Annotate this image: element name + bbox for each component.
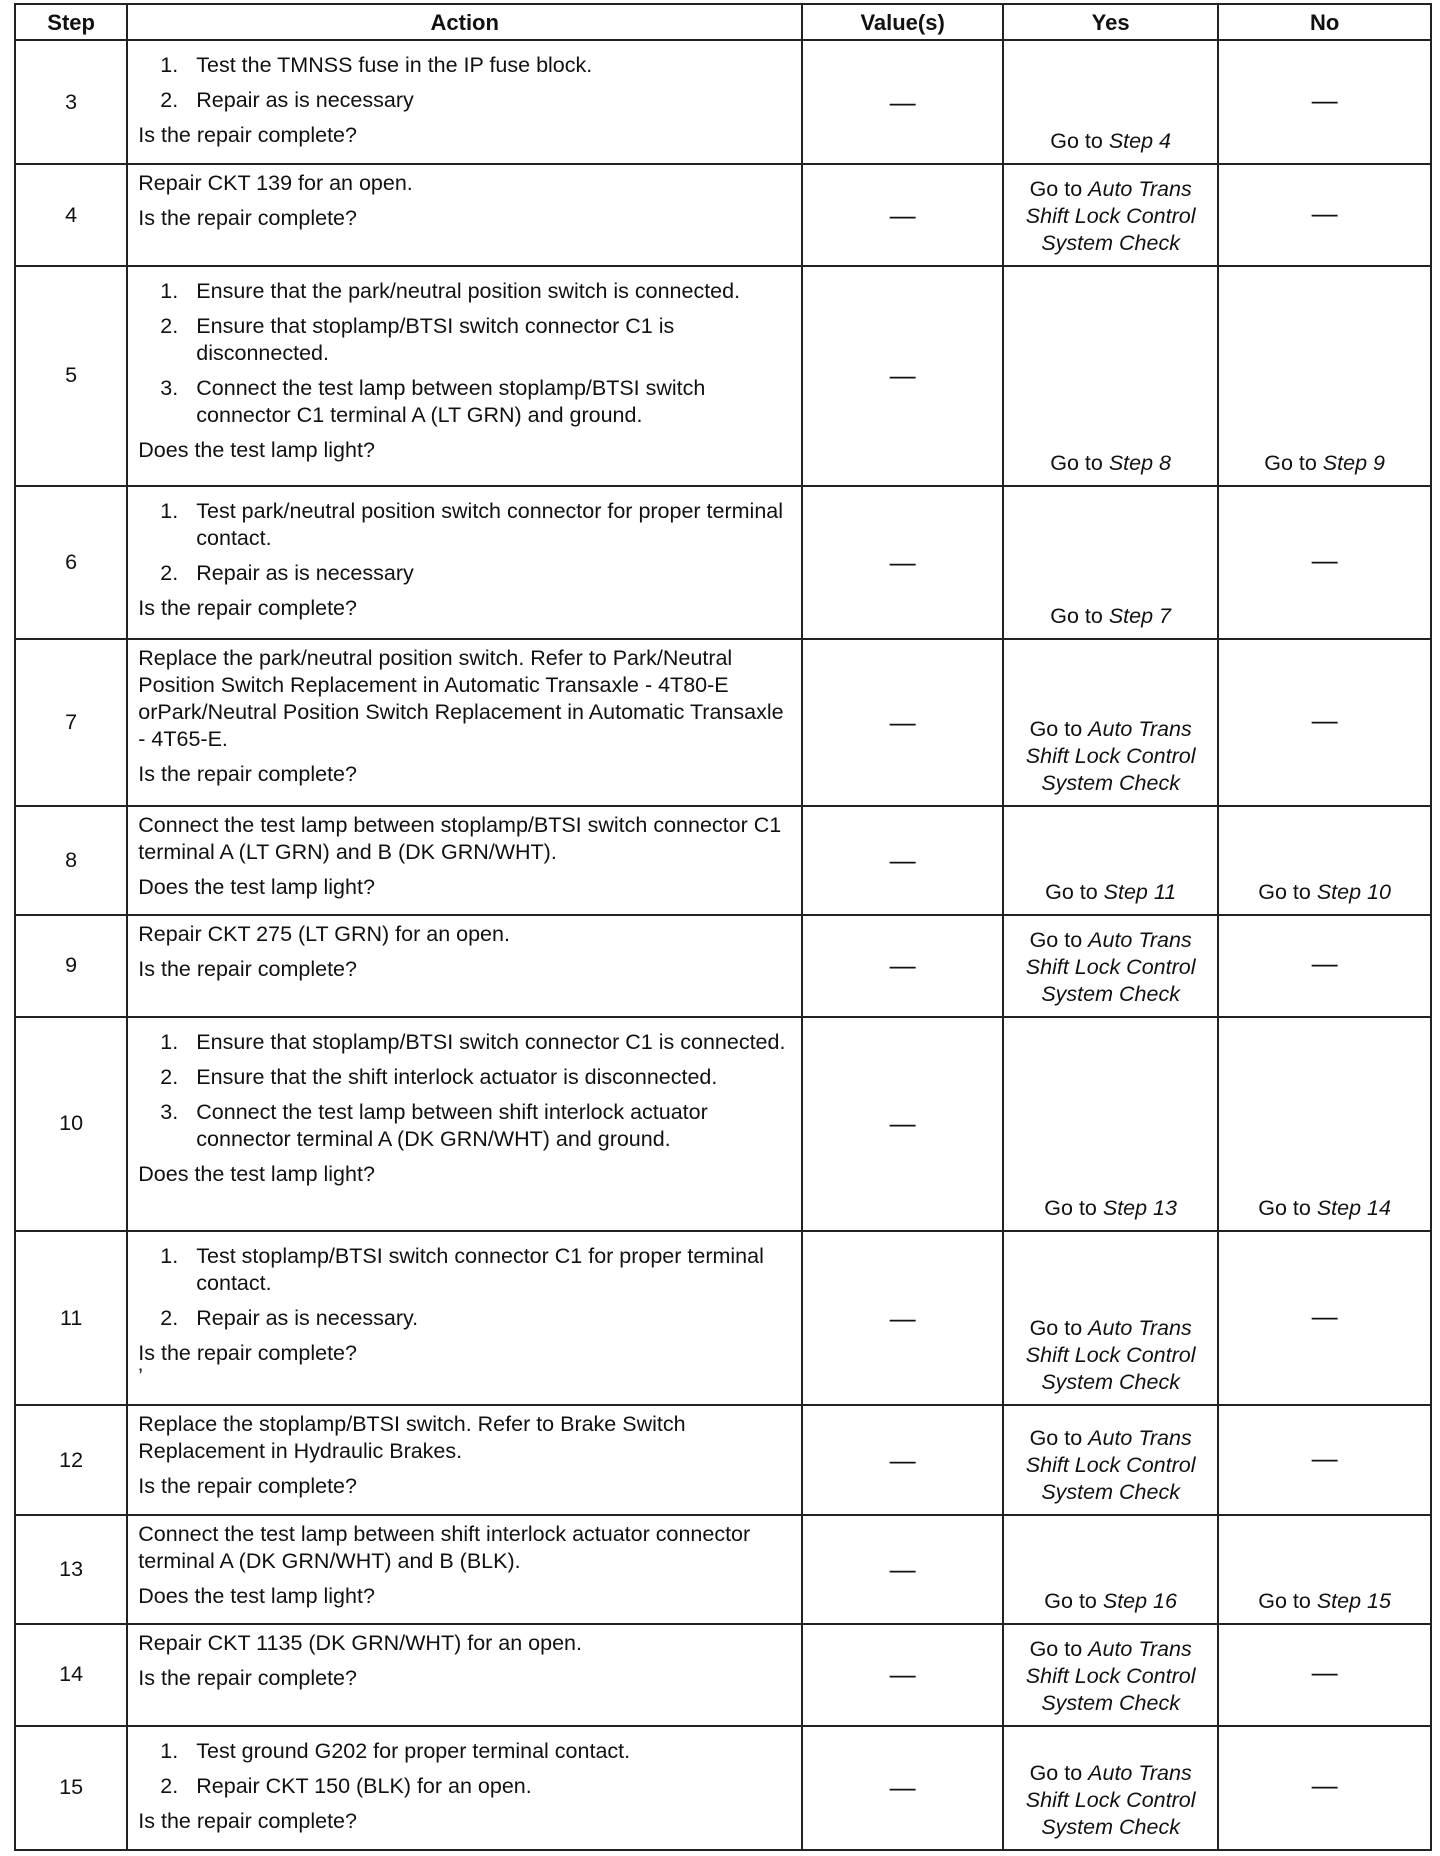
no-goto-prefix: Go to xyxy=(1258,879,1317,904)
yes-goto-target: Step 13 xyxy=(1102,1195,1177,1220)
yes-cell xyxy=(1003,40,1218,164)
action-question: Is the repair complete? xyxy=(138,595,357,620)
action-step-item xyxy=(138,1738,791,1765)
no-goto-prefix: Go to xyxy=(1258,1588,1317,1613)
yes-goto-prefix: Go to xyxy=(1029,176,1089,201)
step-number: 10 xyxy=(15,1017,127,1231)
no-cell: — xyxy=(1218,164,1431,266)
action-step-item xyxy=(138,278,791,305)
value-cell: — xyxy=(802,639,1003,806)
yes-goto-target: Auto Trans Shift Lock Control System Check xyxy=(1025,1316,1196,1395)
action-steps xyxy=(138,1738,791,1800)
yes-goto-target: Auto Trans Shift Lock Control System Check xyxy=(1025,927,1196,1006)
action-step-text: Connect the test lamp between stoplamp/BTSI switch connector C1 terminal A (LT GRN) and ground. xyxy=(196,375,706,427)
no-cell: — xyxy=(1218,1624,1431,1726)
action-cell xyxy=(127,1231,802,1406)
yes-cell xyxy=(1003,1624,1218,1726)
value-cell: — xyxy=(802,1231,1003,1406)
header-no: No xyxy=(1218,4,1431,40)
table-row xyxy=(15,915,1431,1017)
header-values: Value(s) xyxy=(802,4,1003,40)
table-row xyxy=(15,1624,1431,1726)
action-cell xyxy=(127,639,802,806)
action-text: Repair CKT 139 for an open. xyxy=(138,171,413,196)
action-step-item xyxy=(138,1773,791,1800)
action-step-item xyxy=(138,313,791,367)
action-text: Connect the test lamp between stoplamp/BTSI switch connector C1 terminal A (LT GRN) and B (DK GRN/WHT). xyxy=(138,812,782,864)
action-step-item xyxy=(138,1064,791,1091)
action-text: Connect the test lamp between shift interlock actuator connector terminal A (DK GRN/WHT) and B (BLK). xyxy=(138,1521,751,1573)
yes-goto-prefix: Go to xyxy=(1044,1195,1103,1220)
action-step-number: 1. xyxy=(160,498,179,523)
action-text: Repair CKT 275 (LT GRN) for an open. xyxy=(138,921,510,946)
action-step-number: 2. xyxy=(160,1305,179,1330)
action-question: Is the repair complete? xyxy=(138,1474,357,1499)
action-cell xyxy=(127,915,802,1017)
yes-goto-target: Auto Trans Shift Lock Control System Check xyxy=(1025,1425,1196,1504)
yes-goto-target: Step 8 xyxy=(1108,450,1172,475)
yes-goto-prefix: Go to xyxy=(1044,1588,1103,1613)
yes-goto-target: Step 7 xyxy=(1108,603,1172,628)
value-cell: — xyxy=(802,1515,1003,1624)
yes-goto-target: Auto Trans Shift Lock Control System Check xyxy=(1025,1636,1196,1715)
table-row xyxy=(15,1231,1431,1406)
yes-goto-prefix: Go to xyxy=(1050,603,1109,628)
action-steps xyxy=(138,1029,791,1153)
action-step-item xyxy=(138,1029,791,1056)
step-number: 14 xyxy=(15,1624,127,1726)
yes-goto-target: Auto Trans Shift Lock Control System Check xyxy=(1025,176,1196,255)
no-cell xyxy=(1218,1017,1431,1231)
table-row xyxy=(15,40,1431,164)
yes-goto-target: Step 16 xyxy=(1102,1588,1177,1613)
action-step-text: Test park/neutral position switch connector for proper terminal contact. xyxy=(196,498,784,550)
yes-goto-prefix: Go to xyxy=(1029,1636,1089,1661)
action-step-number: 2. xyxy=(160,88,179,112)
action-step-text: Test the TMNSS fuse in the IP fuse block. xyxy=(196,53,593,77)
value-cell: — xyxy=(802,806,1003,915)
action-question: Is the repair complete? xyxy=(138,123,357,147)
action-question: Does the test lamp light? xyxy=(138,437,375,462)
no-cell: — xyxy=(1218,1231,1431,1406)
yes-goto-target: Step 11 xyxy=(1103,879,1177,904)
action-step-text: Ensure that stoplamp/BTSI switch connector C1 is connected. xyxy=(196,1029,786,1054)
table-row xyxy=(15,266,1431,486)
step-number: 11 xyxy=(15,1231,127,1406)
action-question: Is the repair complete? xyxy=(138,956,357,981)
action-step-text: Test ground G202 for proper terminal contact. xyxy=(196,1738,631,1763)
action-cell xyxy=(127,164,802,266)
header-step: Step xyxy=(15,4,127,40)
action-step-item xyxy=(138,52,791,79)
yes-cell xyxy=(1003,806,1218,915)
no-cell xyxy=(1218,806,1431,915)
action-question: Does the test lamp light? xyxy=(138,874,375,899)
table-row xyxy=(15,1726,1431,1850)
action-steps xyxy=(138,1243,791,1332)
no-cell: — xyxy=(1218,915,1431,1017)
action-question: Is the repair complete? xyxy=(138,1340,357,1365)
action-step-item xyxy=(138,87,791,114)
action-step-number: 1. xyxy=(160,1243,179,1268)
yes-cell xyxy=(1003,915,1218,1017)
yes-goto-prefix: Go to xyxy=(1050,450,1109,475)
action-cell xyxy=(127,1515,802,1624)
action-step-text: Test stoplamp/BTSI switch connector C1 for proper terminal contact. xyxy=(196,1243,764,1295)
no-cell: — xyxy=(1218,639,1431,806)
action-step-item xyxy=(138,375,791,429)
yes-cell xyxy=(1003,164,1218,266)
step-number: 8 xyxy=(15,806,127,915)
action-question: Is the repair complete? xyxy=(138,206,357,231)
action-step-number: 1. xyxy=(160,278,179,303)
yes-goto-prefix: Go to xyxy=(1029,1316,1089,1341)
action-question: Is the repair complete? xyxy=(138,1665,357,1690)
header-action: Action xyxy=(127,4,802,40)
table-row xyxy=(15,164,1431,266)
yes-cell xyxy=(1003,486,1218,639)
action-step-number: 1. xyxy=(160,1738,179,1763)
action-step-item xyxy=(138,498,791,552)
no-goto-prefix: Go to xyxy=(1264,450,1323,475)
action-step-number: 1. xyxy=(160,53,179,77)
action-step-number: 3. xyxy=(160,375,179,400)
action-text: Replace the park/neutral position switch. Refer to Park/Neutral Position Switch Replacement in Automatic Transaxle - 4T80-E orPark/Neutral Position Switch Replacement in Automatic Transaxle - 4T65-E. xyxy=(138,645,784,751)
yes-cell xyxy=(1003,1726,1218,1850)
no-goto-prefix: Go to xyxy=(1258,1195,1317,1220)
table-row xyxy=(15,639,1431,806)
action-step-number: 3. xyxy=(160,1099,179,1124)
table-row xyxy=(15,1017,1431,1231)
value-cell: — xyxy=(802,1624,1003,1726)
action-cell xyxy=(127,40,802,164)
step-number: 15 xyxy=(15,1726,127,1850)
value-cell: — xyxy=(802,1726,1003,1850)
step-number: 12 xyxy=(15,1405,127,1514)
action-step-number: 1. xyxy=(160,1029,179,1054)
table-row xyxy=(15,486,1431,639)
action-question: Is the repair complete? xyxy=(138,761,357,786)
step-number: 9 xyxy=(15,915,127,1017)
action-question: Is the repair complete? xyxy=(138,1808,357,1833)
action-step-text: Ensure that stoplamp/BTSI switch connector C1 is disconnected. xyxy=(196,313,675,365)
value-cell: — xyxy=(802,915,1003,1017)
action-cell xyxy=(127,1017,802,1231)
no-cell: — xyxy=(1218,1726,1431,1850)
value-cell: — xyxy=(802,164,1003,266)
value-cell: — xyxy=(802,1017,1003,1231)
no-cell: — xyxy=(1218,40,1431,164)
value-cell: — xyxy=(802,266,1003,486)
step-number: 5 xyxy=(15,266,127,486)
yes-goto-target: Auto Trans Shift Lock Control System Check xyxy=(1025,716,1196,795)
action-step-item xyxy=(138,1099,791,1153)
yes-cell xyxy=(1003,266,1218,486)
yes-goto-prefix: Go to xyxy=(1050,129,1109,154)
no-cell xyxy=(1218,1515,1431,1624)
action-text: Replace the stoplamp/BTSI switch. Refer to Brake Switch Replacement in Hydraulic Brakes. xyxy=(138,1412,686,1464)
table-row xyxy=(15,1405,1431,1514)
no-goto-target: Step 15 xyxy=(1316,1588,1391,1613)
action-step-number: 2. xyxy=(160,313,179,338)
action-steps xyxy=(138,52,791,114)
action-step-text: Connect the test lamp between shift interlock actuator connector terminal A (DK GRN/WHT) and ground. xyxy=(196,1099,708,1151)
no-cell: — xyxy=(1218,1405,1431,1514)
action-cell xyxy=(127,806,802,915)
value-cell: — xyxy=(802,1405,1003,1514)
no-goto-target: Step 9 xyxy=(1322,450,1385,475)
action-steps xyxy=(138,498,791,587)
yes-goto-target: Step 4 xyxy=(1108,129,1172,154)
stray-mark: ʼ xyxy=(138,1364,144,1389)
action-step-item xyxy=(138,560,791,587)
yes-goto-prefix: Go to xyxy=(1029,1761,1089,1785)
header-row xyxy=(15,4,1431,40)
action-question: Does the test lamp light? xyxy=(138,1161,375,1186)
step-number: 4 xyxy=(15,164,127,266)
action-step-item xyxy=(138,1305,791,1332)
table-row xyxy=(15,806,1431,915)
step-number: 7 xyxy=(15,639,127,806)
diagnostic-table xyxy=(14,3,1432,1851)
header-yes: Yes xyxy=(1003,4,1218,40)
value-cell: — xyxy=(802,40,1003,164)
yes-goto-prefix: Go to xyxy=(1029,927,1089,952)
yes-goto-prefix: Go to xyxy=(1045,879,1104,904)
no-cell xyxy=(1218,266,1431,486)
yes-goto-target: Auto Trans Shift Lock Control System Check xyxy=(1025,1761,1196,1839)
action-cell xyxy=(127,1726,802,1850)
yes-goto-prefix: Go to xyxy=(1029,1425,1089,1450)
step-number: 6 xyxy=(15,486,127,639)
yes-cell xyxy=(1003,1017,1218,1231)
action-text: Repair CKT 1135 (DK GRN/WHT) for an open. xyxy=(138,1630,582,1655)
action-cell xyxy=(127,266,802,486)
yes-cell xyxy=(1003,1515,1218,1624)
action-steps xyxy=(138,278,791,429)
value-cell: — xyxy=(802,486,1003,639)
yes-cell xyxy=(1003,639,1218,806)
yes-cell xyxy=(1003,1405,1218,1514)
no-goto-target: Step 10 xyxy=(1316,879,1391,904)
action-step-item xyxy=(138,1243,791,1297)
table-row xyxy=(15,1515,1431,1624)
yes-goto-prefix: Go to xyxy=(1029,716,1089,741)
action-step-number: 2. xyxy=(160,1773,179,1798)
action-question: Does the test lamp light? xyxy=(138,1583,375,1608)
action-step-number: 2. xyxy=(160,1064,179,1089)
action-step-number: 2. xyxy=(160,560,179,585)
no-goto-target: Step 14 xyxy=(1316,1195,1391,1220)
action-cell xyxy=(127,1405,802,1514)
action-step-text: Repair as is necessary. xyxy=(196,1305,419,1330)
step-number: 13 xyxy=(15,1515,127,1624)
action-step-text: Repair as is necessary xyxy=(196,88,414,112)
action-step-text: Repair CKT 150 (BLK) for an open. xyxy=(196,1773,532,1798)
action-cell xyxy=(127,1624,802,1726)
action-step-text: Ensure that the park/neutral position switch is connected. xyxy=(196,278,741,303)
action-cell xyxy=(127,486,802,639)
action-step-text: Repair as is necessary xyxy=(196,560,414,585)
action-step-text: Ensure that the shift interlock actuator is disconnected. xyxy=(196,1064,718,1089)
step-number: 3 xyxy=(15,40,127,164)
no-cell: — xyxy=(1218,486,1431,639)
yes-cell xyxy=(1003,1231,1218,1406)
